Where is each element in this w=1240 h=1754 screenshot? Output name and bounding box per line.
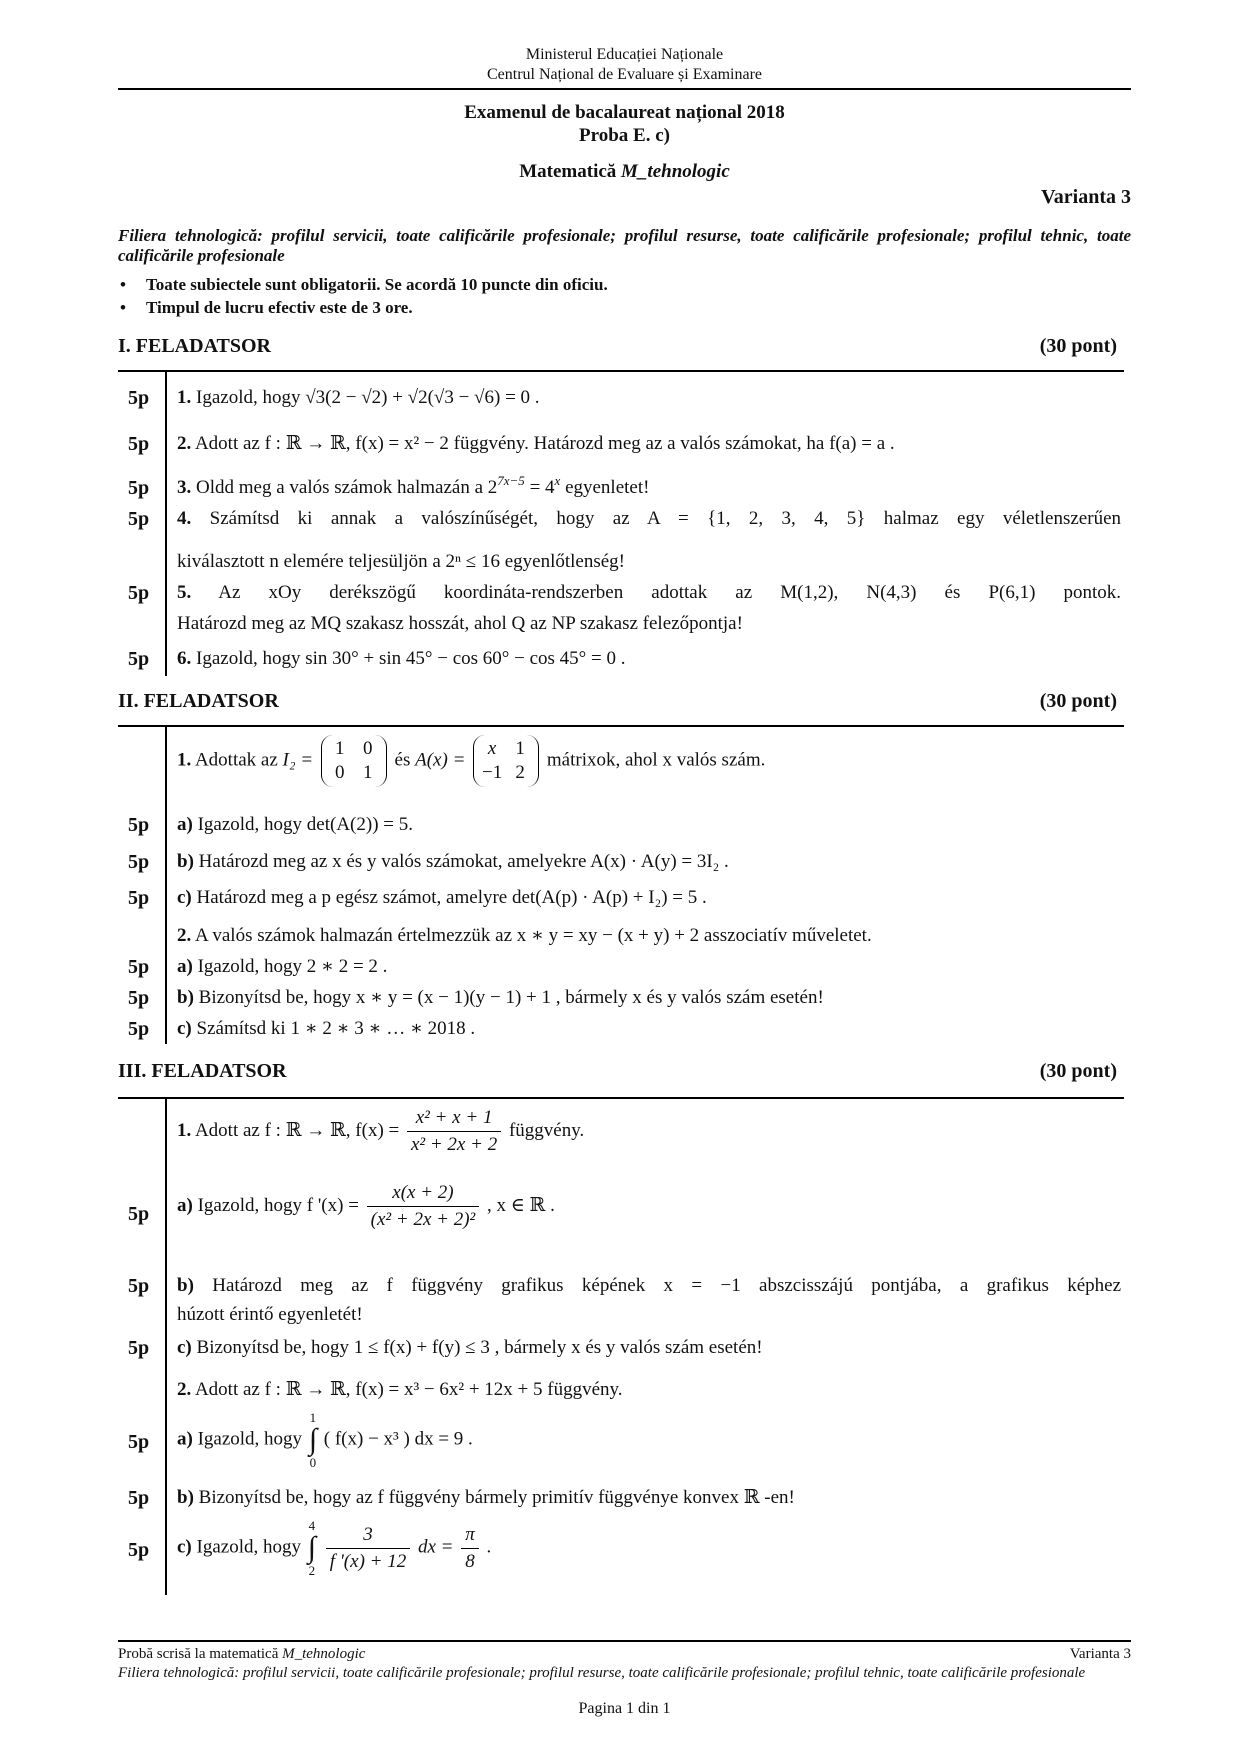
- problem-text: Az xOy derékszögű koordináta-rendszerben adottak az M(1,2), N(4,3) és P(6,1) pontok.: [218, 582, 1122, 603]
- numerator: π: [461, 1522, 479, 1549]
- points-label: 5p: [128, 1203, 150, 1225]
- problem-text: Határozd meg az x és y valós számokat, amelyekre A(x) · A(y) = 3I₂ .: [198, 851, 729, 872]
- a-matrix: [473, 735, 539, 787]
- subproblem-label: a): [177, 1194, 193, 1216]
- matrix-label: A(x) =: [415, 749, 466, 771]
- numerator: x² + x + 1: [407, 1105, 501, 1132]
- problem-number: 2.: [177, 433, 192, 454]
- points-label: 5p: [128, 1539, 150, 1561]
- variant-label: Varianta 3: [1041, 186, 1131, 208]
- points-label: 5p: [128, 851, 150, 873]
- denominator: 8: [465, 1550, 475, 1572]
- section-2-title: II. FELADATSOR: [118, 690, 279, 712]
- problem-number: 3.: [177, 477, 192, 498]
- problem-number: 2.: [177, 925, 192, 946]
- subproblem-label: b): [177, 851, 194, 872]
- subproblem-label: a): [177, 1428, 193, 1450]
- exam-title: Examenul de bacalaureat național 2018: [464, 102, 785, 123]
- problem-text: Oldd meg a valós számok halmazán a 2: [196, 477, 498, 498]
- matrix-cell: 2: [515, 762, 525, 783]
- subproblem-label: c): [177, 887, 192, 908]
- matrix-cell: 0: [335, 762, 345, 783]
- problem-text: dx =: [417, 1536, 454, 1558]
- points-label: 5p: [128, 1487, 150, 1509]
- integral-sign-icon: ∫: [308, 1423, 318, 1456]
- problem-text: függvény.: [508, 1119, 585, 1141]
- points-label: 5p: [128, 987, 150, 1009]
- problem-text: Igazold, hogy: [197, 1428, 303, 1450]
- subproblem-label: c): [177, 1536, 192, 1558]
- problem-number: 1.: [177, 387, 192, 408]
- subject-italic: M_tehnologic: [621, 161, 730, 182]
- problem-text: Számítsd ki 1 ∗ 2 ∗ 3 ∗ … ∗ 2018 .: [196, 1018, 476, 1039]
- problem-number: 6.: [177, 648, 192, 669]
- footer-variant: Varianta 3: [1069, 1646, 1131, 1662]
- problem-text: Adottak az: [194, 749, 278, 771]
- problem-text: Határozd meg az MQ szakasz hosszát, ahol Q az NP szakasz felezőpontja!: [177, 613, 743, 634]
- problem-text: egyenletet!: [560, 477, 650, 498]
- fraction: [367, 1180, 480, 1233]
- section-3-points: (30 pont): [1039, 1060, 1117, 1082]
- denominator: (x² + 2x + 2)²: [370, 1209, 476, 1230]
- points-label: 5p: [128, 1275, 150, 1297]
- denominator: f '(x) + 12: [329, 1550, 407, 1572]
- section-1-title: I. FELADATSOR: [118, 335, 271, 357]
- problem-text: = 4: [524, 477, 555, 498]
- problem-text: Adott az f : ℝ → ℝ, f(x) =: [194, 1119, 400, 1141]
- integral-lower-limit: 0: [309, 1455, 317, 1470]
- section-3-title: III. FELADATSOR: [118, 1060, 287, 1082]
- page-footer: [118, 1645, 1131, 1683]
- problem-text: , x ∈ ℝ .: [486, 1194, 555, 1216]
- integral-upper-limit: 1: [309, 1410, 317, 1425]
- problem-text: Igazold, hogy: [196, 1536, 301, 1558]
- exponent: 7x−5: [497, 473, 525, 488]
- definite-integral: [309, 1410, 317, 1470]
- footer-filiera: Filiera tehnologică: profilul servicii, toate calificările profesionale; profilul resurse, toate calificările profesionale; profilul tehnic, toate calificările profesionale: [118, 1665, 1086, 1681]
- section-1-margin-line: [165, 372, 167, 676]
- problem-text: Határozd meg a p egész számot, amelyre det(A(p) · A(p) + I₂) = 5 .: [196, 887, 707, 908]
- problem-text: ( f(x) − x³ ) dx = 9 .: [323, 1428, 473, 1450]
- points-label: 5p: [128, 1431, 150, 1453]
- points-label: 5p: [128, 887, 150, 909]
- exponent: x: [554, 473, 561, 488]
- instructions-list: [118, 273, 608, 319]
- instruction-item: • Timpul de lucru efectiv este de 3 ore.: [118, 296, 608, 319]
- integral-lower-limit: 2: [308, 1563, 316, 1578]
- integral-sign-icon: ∫: [307, 1531, 316, 1564]
- problem-text: Számítsd ki annak a valószínűségét, hogy az A = {1, 2, 3, 4, 5} halmaz egy véletlenszerűen: [209, 508, 1121, 529]
- problem-text: .: [486, 1536, 492, 1558]
- identity-matrix: [321, 735, 387, 787]
- problem-number: 4.: [177, 508, 192, 529]
- problem-text: kiválasztott n elemére teljesüljön a 2ⁿ ≤ 16 egyenlőtlenség!: [177, 551, 625, 572]
- footer-left: [118, 1645, 1131, 1664]
- section-1-rule: [118, 370, 1124, 372]
- page-number: Pagina 1 din 1: [578, 1700, 671, 1717]
- problem-text: Bizonyítsd be, hogy 1 ≤ f(x) + f(y) ≤ 3 , bármely x és y valós szám esetén!: [196, 1337, 763, 1358]
- ministry-name: Ministerul Educației Naționale: [525, 46, 724, 63]
- subproblem-label: b): [177, 987, 194, 1008]
- matrix-cell: −1: [482, 762, 503, 783]
- fraction: [407, 1105, 501, 1158]
- denominator: x² + 2x + 2: [410, 1134, 498, 1155]
- subject-main: Matematică: [519, 161, 617, 182]
- problem-text: Igazold, hogy 2 ∗ 2 = 2 .: [197, 956, 388, 977]
- numerator: 3: [326, 1522, 411, 1549]
- fraction: [326, 1522, 411, 1575]
- matrix-cell: 1: [335, 738, 345, 759]
- subproblem-label: a): [177, 814, 193, 835]
- points-label: 5p: [128, 582, 150, 604]
- definite-integral: [308, 1518, 316, 1578]
- instruction-item: • Toate subiectele sunt obligatorii. Se acordă 10 puncte din oficiu.: [118, 273, 608, 296]
- points-label: 5p: [128, 508, 150, 530]
- problem-number: 1.: [177, 1119, 192, 1141]
- problem-number: 1.: [177, 749, 192, 771]
- filiera-text: Filiera tehnologică: profilul servicii, toate calificările profesionale; profilul resurse, toate calificările profesionale; profilul tehnic, toate calificările profesionale: [118, 226, 1131, 265]
- header-rule: [118, 88, 1131, 90]
- center-name: Centrul Național de Evaluare și Examinare: [486, 66, 762, 83]
- exam-subject: [118, 160, 1131, 183]
- section-3-margin-line: [165, 1099, 167, 1595]
- problem-text: Határozd meg az f függvény grafikus képének x = −1 abszcisszájú pontjába, a grafikus képhez: [212, 1275, 1122, 1296]
- problem-text: Adott az f : ℝ → ℝ, f(x) = x² − 2 függvény. Határozd meg az a valós számokat, ha f(a) = a .: [194, 433, 895, 454]
- problem-text: Igazold, hogy sin 30° + sin 45° − cos 60° − cos 45° = 0 .: [196, 648, 626, 669]
- matrix-cell: 0: [363, 738, 373, 759]
- section-1-points: (30 pont): [1039, 335, 1117, 357]
- matrix-cell: 1: [363, 762, 373, 783]
- matrix-cell: x: [487, 738, 497, 759]
- matrix-cell: 1: [515, 738, 525, 759]
- problem-text: Igazold, hogy det(A(2)) = 5.: [197, 814, 414, 835]
- problem-text: Igazold, hogy √3(2 − √2) + √2(√3 − √6) = 0 .: [196, 387, 540, 408]
- points-label: 5p: [128, 387, 150, 409]
- section-3-rule: [118, 1097, 1124, 1099]
- problem-text: húzott érintő egyenletét!: [177, 1304, 363, 1325]
- fraction: [461, 1522, 479, 1575]
- matrix-label: I₂ =: [282, 749, 314, 771]
- subproblem-label: c): [177, 1337, 192, 1358]
- subproblem-label: c): [177, 1018, 192, 1039]
- section-2-margin-line: [165, 727, 167, 1044]
- numerator: x(x + 2): [367, 1180, 480, 1207]
- problem-number: 2.: [177, 1379, 192, 1400]
- problem-text: A valós számok halmazán értelmezzük az x ∗ y = xy − (x + y) + 2 asszociatív műveletet.: [194, 925, 872, 946]
- points-label: 5p: [128, 1337, 150, 1359]
- exam-proba: Proba E. c): [579, 125, 670, 146]
- problem-text: és: [394, 749, 411, 771]
- subproblem-label: a): [177, 956, 193, 977]
- problem-text: Igazold, hogy f '(x) =: [197, 1194, 359, 1216]
- points-label: 5p: [128, 477, 150, 499]
- integral-upper-limit: 4: [308, 1518, 316, 1533]
- problem-text: Bizonyítsd be, hogy x ∗ y = (x − 1)(y − 1) + 1 , bármely x és y valós szám esetén!: [198, 987, 824, 1008]
- section-2-points: (30 pont): [1039, 690, 1117, 712]
- points-label: 5p: [128, 648, 150, 670]
- subproblem-label: b): [177, 1275, 194, 1296]
- footer-title-italic: M_tehnologic: [282, 1646, 366, 1662]
- section-2-rule: [118, 725, 1124, 727]
- footer-rule: [118, 1640, 1131, 1642]
- subproblem-label: b): [177, 1487, 194, 1508]
- points-label: 5p: [128, 433, 150, 455]
- problem-number: 5.: [177, 582, 192, 603]
- points-label: 5p: [128, 956, 150, 978]
- footer-title: Probă scrisă la matematică: [118, 1646, 279, 1662]
- points-label: 5p: [128, 814, 150, 836]
- problem-text: mátrixok, ahol x valós szám.: [546, 749, 766, 771]
- points-label: 5p: [128, 1018, 150, 1040]
- page-header: [118, 45, 1131, 85]
- problem-text: Adott az f : ℝ → ℝ, f(x) = x³ − 6x² + 12x + 5 függvény.: [194, 1379, 623, 1400]
- problem-text: Bizonyítsd be, hogy az f függvény bármely primitív függvénye konvex ℝ -en!: [198, 1487, 795, 1508]
